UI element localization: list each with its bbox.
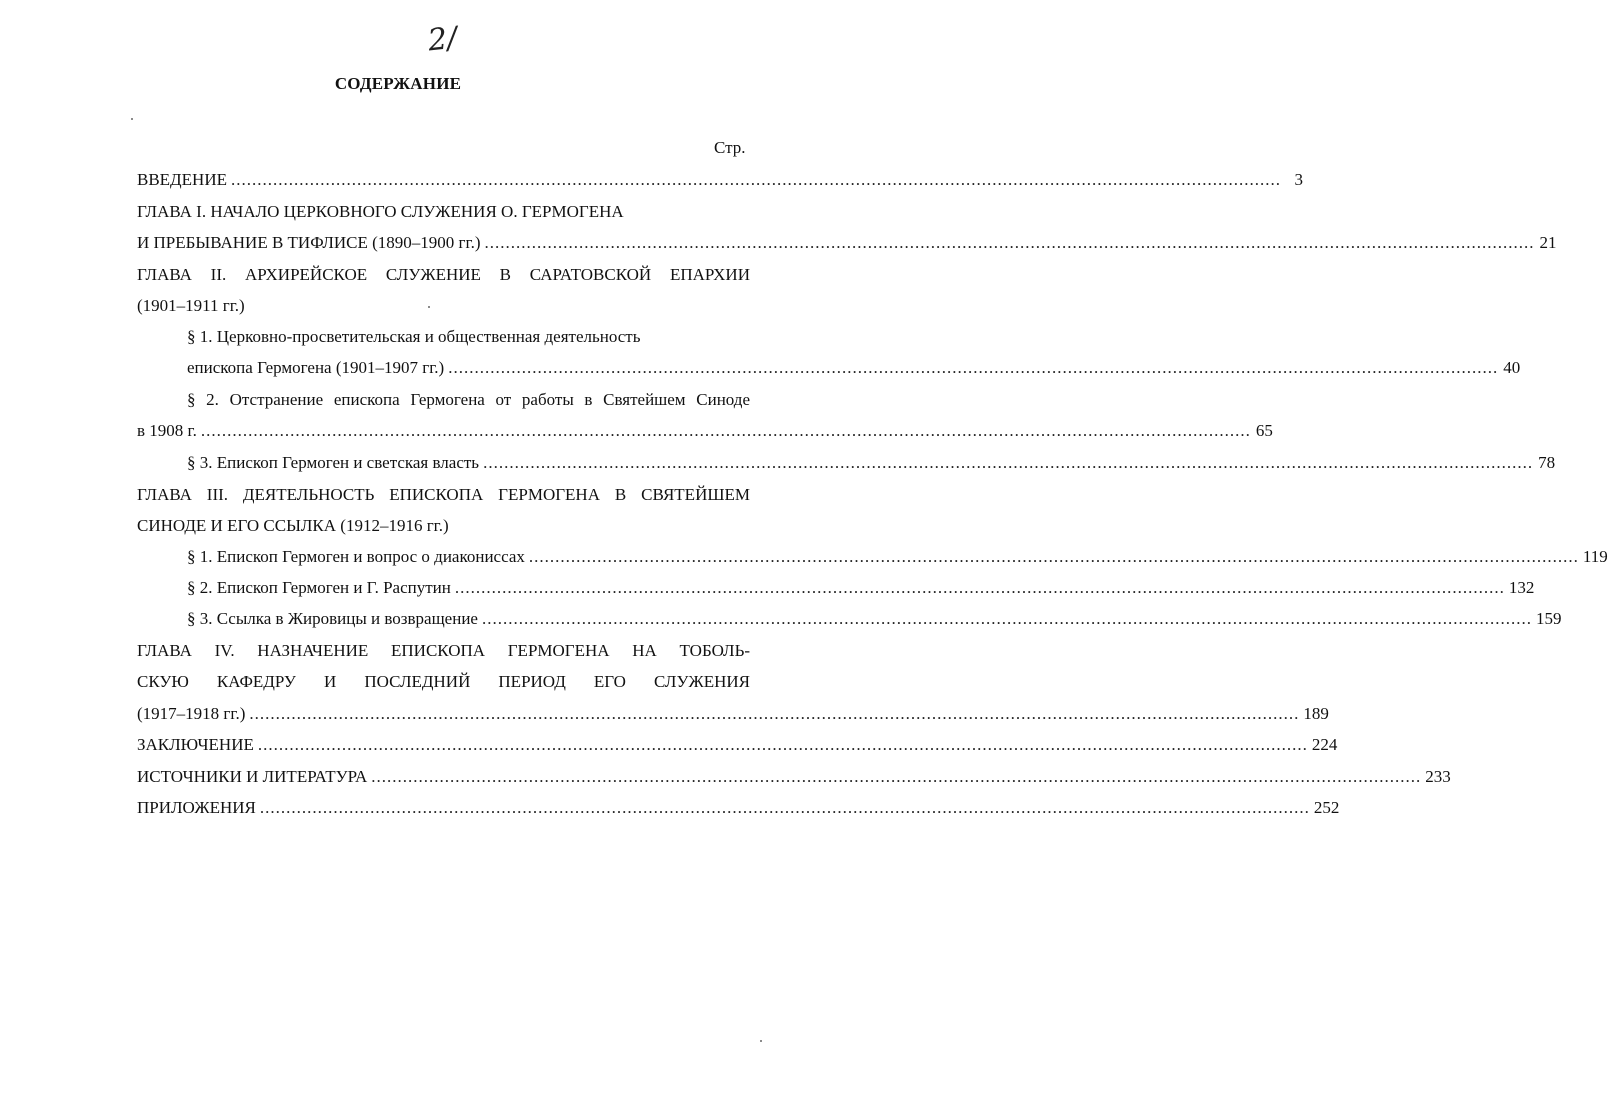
handwritten-page-number: 2/ xyxy=(426,20,459,59)
toc-entry-chapter-3-subtitle: СИНОДЕ И ЕГО ССЫЛКА (1912–1916 гг.) xyxy=(137,516,449,535)
dot-leader: ........................................................................................................................................................................................................ xyxy=(481,609,1532,628)
toc-entry-ch3-section-3 xyxy=(187,608,1562,630)
toc-entry-chapter-1-title: ГЛАВА I. НАЧАЛО ЦЕРКОВНОГО СЛУЖЕНИЯ О. ГЕРМОГЕНА xyxy=(137,202,624,221)
toc-entry-ch3-section-1 xyxy=(187,546,1608,568)
dot-leader: ........................................................................................................................................................................................................ xyxy=(259,798,1310,817)
dot-leader: ........................................................................................................................................................................................................ xyxy=(257,735,1308,754)
toc-page-number: 159 xyxy=(1535,609,1562,628)
toc-entry-chapter-2-title: ГЛАВА II. АРХИРЕЙСКОЕ СЛУЖЕНИЕ В САРАТОВСКОЙ ЕПАРХИИ xyxy=(137,265,750,284)
dot-leader: ........................................................................................................................................................................................................ xyxy=(230,170,1281,189)
toc-entry-title: (1917–1918 гг.) xyxy=(137,704,246,723)
toc-page-number: 224 xyxy=(1311,735,1338,754)
toc-entry-chapter-4-title: ГЛАВА IV. НАЗНАЧЕНИЕ ЕПИСКОПА ГЕРМОГЕНА НА ТОБОЛЬ- xyxy=(137,641,750,660)
toc-entry-title: § 3. Епископ Гермоген и светская власть xyxy=(187,453,480,472)
toc-entry-chapter-4 xyxy=(137,703,1329,725)
toc-page-number: 65 xyxy=(1255,421,1273,440)
scan-speck xyxy=(131,118,133,120)
scan-speck xyxy=(760,1040,762,1042)
toc-entry-intro xyxy=(137,169,1303,191)
page-column-label: Стр. xyxy=(714,138,746,157)
toc-entry-title: ПРИЛОЖЕНИЯ xyxy=(137,798,256,817)
toc-entry-title: § 2. Епископ Гермоген и Г. Распутин xyxy=(187,578,451,597)
toc-entry-ch2-section-2-title: § 2. Отстранение епископа Гермогена от работы в Святейшем Синоде xyxy=(187,390,750,409)
toc-entry-title: § 3. Ссылка в Жировицы и возвращение xyxy=(187,609,478,628)
toc-entry-title: в 1908 г. xyxy=(137,421,197,440)
dot-leader: ........................................................................................................................................................................................................ xyxy=(249,704,1300,723)
toc-entry-ch2-section-2 xyxy=(137,420,1273,442)
dot-leader: ........................................................................................................................................................................................................ xyxy=(200,421,1251,440)
page-title: СОДЕРЖАНИЕ xyxy=(334,74,462,93)
scan-speck xyxy=(428,306,430,308)
dot-leader: ........................................................................................................................................................................................................ xyxy=(371,767,1422,786)
toc-entry-conclusion xyxy=(137,734,1338,756)
dot-leader: ........................................................................................................................................................................................................ xyxy=(448,358,1499,377)
toc-entry-ch2-section-3 xyxy=(187,452,1556,474)
toc-entry-ch3-section-2 xyxy=(187,577,1535,599)
toc-entry-chapter-4-title-cont: СКУЮ КАФЕДРУ И ПОСЛЕДНИЙ ПЕРИОД ЕГО СЛУЖЕНИЯ xyxy=(137,672,750,691)
toc-entry-ch2-section-1 xyxy=(187,357,1521,379)
dot-leader: ........................................................................................................................................................................................................ xyxy=(484,233,1535,252)
dot-leader: ........................................................................................................................................................................................................ xyxy=(528,547,1579,566)
toc-entry-title: ВВЕДЕНИЕ xyxy=(137,170,227,189)
toc-page-number: 78 xyxy=(1538,453,1556,472)
toc-entry-chapter-3-title: ГЛАВА III. ДЕЯТЕЛЬНОСТЬ ЕПИСКОПА ГЕРМОГЕНА В СВЯТЕЙШЕМ xyxy=(137,485,750,504)
toc-entry-ch2-section-1-title: § 1. Церковно-просветительская и общественная деятельность xyxy=(187,327,641,346)
dot-leader: ........................................................................................................................................................................................................ xyxy=(483,453,1534,472)
toc-page-number: 252 xyxy=(1313,798,1340,817)
toc-entry-chapter-2-subtitle: (1901–1911 гг.) xyxy=(137,296,245,315)
toc-entry-title: ИСТОЧНИКИ И ЛИТЕРАТУРА xyxy=(137,767,368,786)
toc-page-number: 40 xyxy=(1503,358,1521,377)
toc-page-number: 233 xyxy=(1425,767,1451,786)
toc-page-number: 119 xyxy=(1582,547,1608,566)
toc-page-number: 3 xyxy=(1294,170,1303,189)
toc-entry-chapter-1 xyxy=(137,232,1557,254)
toc-entry-title: ЗАКЛЮЧЕНИЕ xyxy=(137,735,254,754)
dot-leader: ........................................................................................................................................................................................................ xyxy=(454,578,1505,597)
toc-entry-sources xyxy=(137,766,1451,788)
toc-page-number: 189 xyxy=(1303,704,1329,723)
toc-entry-title: епископа Гермогена (1901–1907 гг.) xyxy=(187,358,445,377)
toc-entry-title: И ПРЕБЫВАНИЕ В ТИФЛИСЕ (1890–1900 гг.) xyxy=(137,233,481,252)
toc-entry-title: § 1. Епископ Гермоген и вопрос о диакониссах xyxy=(187,547,525,566)
toc-page-number: 21 xyxy=(1539,233,1557,252)
toc-entry-appendix xyxy=(137,797,1340,819)
toc-page-number: 132 xyxy=(1508,578,1535,597)
